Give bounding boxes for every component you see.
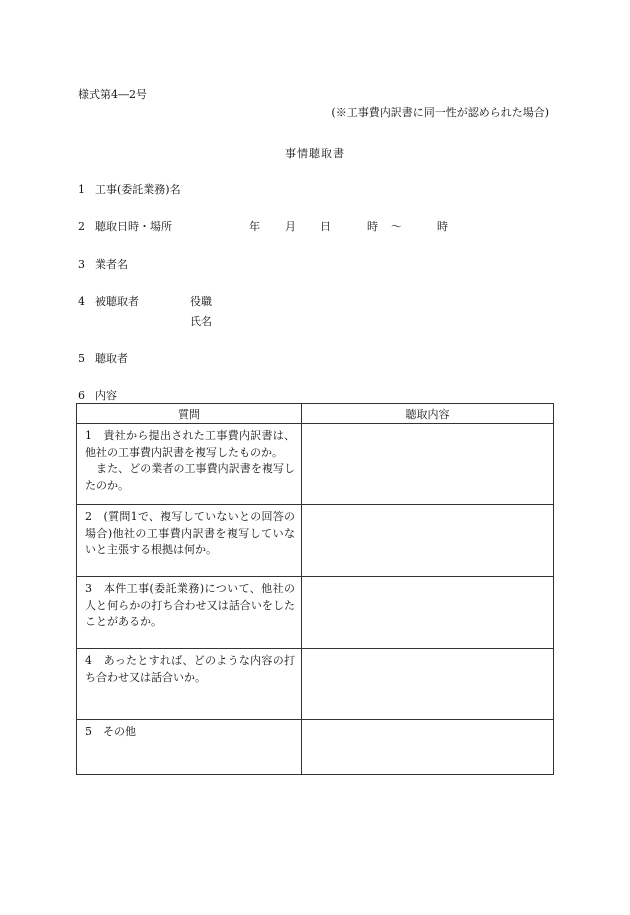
item-label: 被聴取者 bbox=[95, 295, 139, 308]
condition-note: (※工事費内訳書に同一性が認められた場合) bbox=[331, 106, 549, 119]
name-label: 氏名 bbox=[190, 315, 212, 328]
item-number: 6 bbox=[78, 389, 85, 402]
question-cell: 3 本件工事(委託業務)について、他社の人と何らかの打ち合わせ又は話合いをしたことがあるか。 bbox=[77, 577, 302, 649]
item-datetime-place bbox=[78, 218, 172, 234]
hour-from-label: 時 bbox=[367, 220, 378, 233]
item-interviewer bbox=[78, 350, 128, 366]
position-label: 役職 bbox=[190, 295, 212, 308]
item-label: 聴取者 bbox=[95, 352, 128, 365]
item-number: 1 bbox=[78, 183, 85, 196]
item-company-name bbox=[78, 256, 128, 272]
question-cell: 5 その他 bbox=[77, 720, 302, 775]
item-label: 業者名 bbox=[95, 258, 128, 271]
header-question: 質問 bbox=[77, 404, 302, 424]
question-cell: 1 貴社から提出された工事費内訳書は、他社の工事費内訳書を複写したものか。 また、どの業者の工事費内訳書を複写したのか。 bbox=[77, 424, 302, 505]
question-cell: 4 あったとすれば、どのような内容の打ち合わせ又は話合いか。 bbox=[77, 649, 302, 720]
item-label: 工事(委託業務)名 bbox=[95, 183, 181, 196]
table-header-row bbox=[77, 404, 554, 424]
item-label: 内容 bbox=[95, 389, 117, 402]
table-row bbox=[77, 505, 554, 577]
item-number: 3 bbox=[78, 258, 85, 271]
item-interviewee bbox=[78, 293, 139, 309]
item-number: 2 bbox=[78, 220, 85, 233]
year-label: 年 bbox=[249, 220, 260, 233]
table-row bbox=[77, 649, 554, 720]
month-label: 月 bbox=[285, 220, 296, 233]
answer-cell[interactable] bbox=[302, 577, 554, 649]
item-number: 5 bbox=[78, 352, 85, 365]
answer-cell[interactable] bbox=[302, 649, 554, 720]
range-tilde: 〜 bbox=[391, 220, 402, 233]
item-label: 聴取日時・場所 bbox=[95, 220, 172, 233]
item-content bbox=[78, 387, 117, 403]
answer-cell[interactable] bbox=[302, 424, 554, 505]
table-row bbox=[77, 424, 554, 505]
item-construction-name bbox=[78, 181, 181, 197]
table-row bbox=[77, 720, 554, 775]
item-number: 4 bbox=[78, 295, 85, 308]
header-answer: 聴取内容 bbox=[302, 404, 554, 424]
question-cell: 2 (質問1で、複写していないとの回答の場合)他社の工事費内訳書を複写していないと主張する根拠は何か。 bbox=[77, 505, 302, 577]
content-table bbox=[76, 403, 554, 775]
answer-cell[interactable] bbox=[302, 505, 554, 577]
table-row bbox=[77, 577, 554, 649]
answer-cell[interactable] bbox=[302, 720, 554, 775]
hour-to-label: 時 bbox=[437, 220, 448, 233]
document-title: 事情聴取書 bbox=[285, 147, 345, 160]
day-label: 日 bbox=[320, 220, 331, 233]
form-number: 様式第4―2号 bbox=[78, 88, 147, 101]
